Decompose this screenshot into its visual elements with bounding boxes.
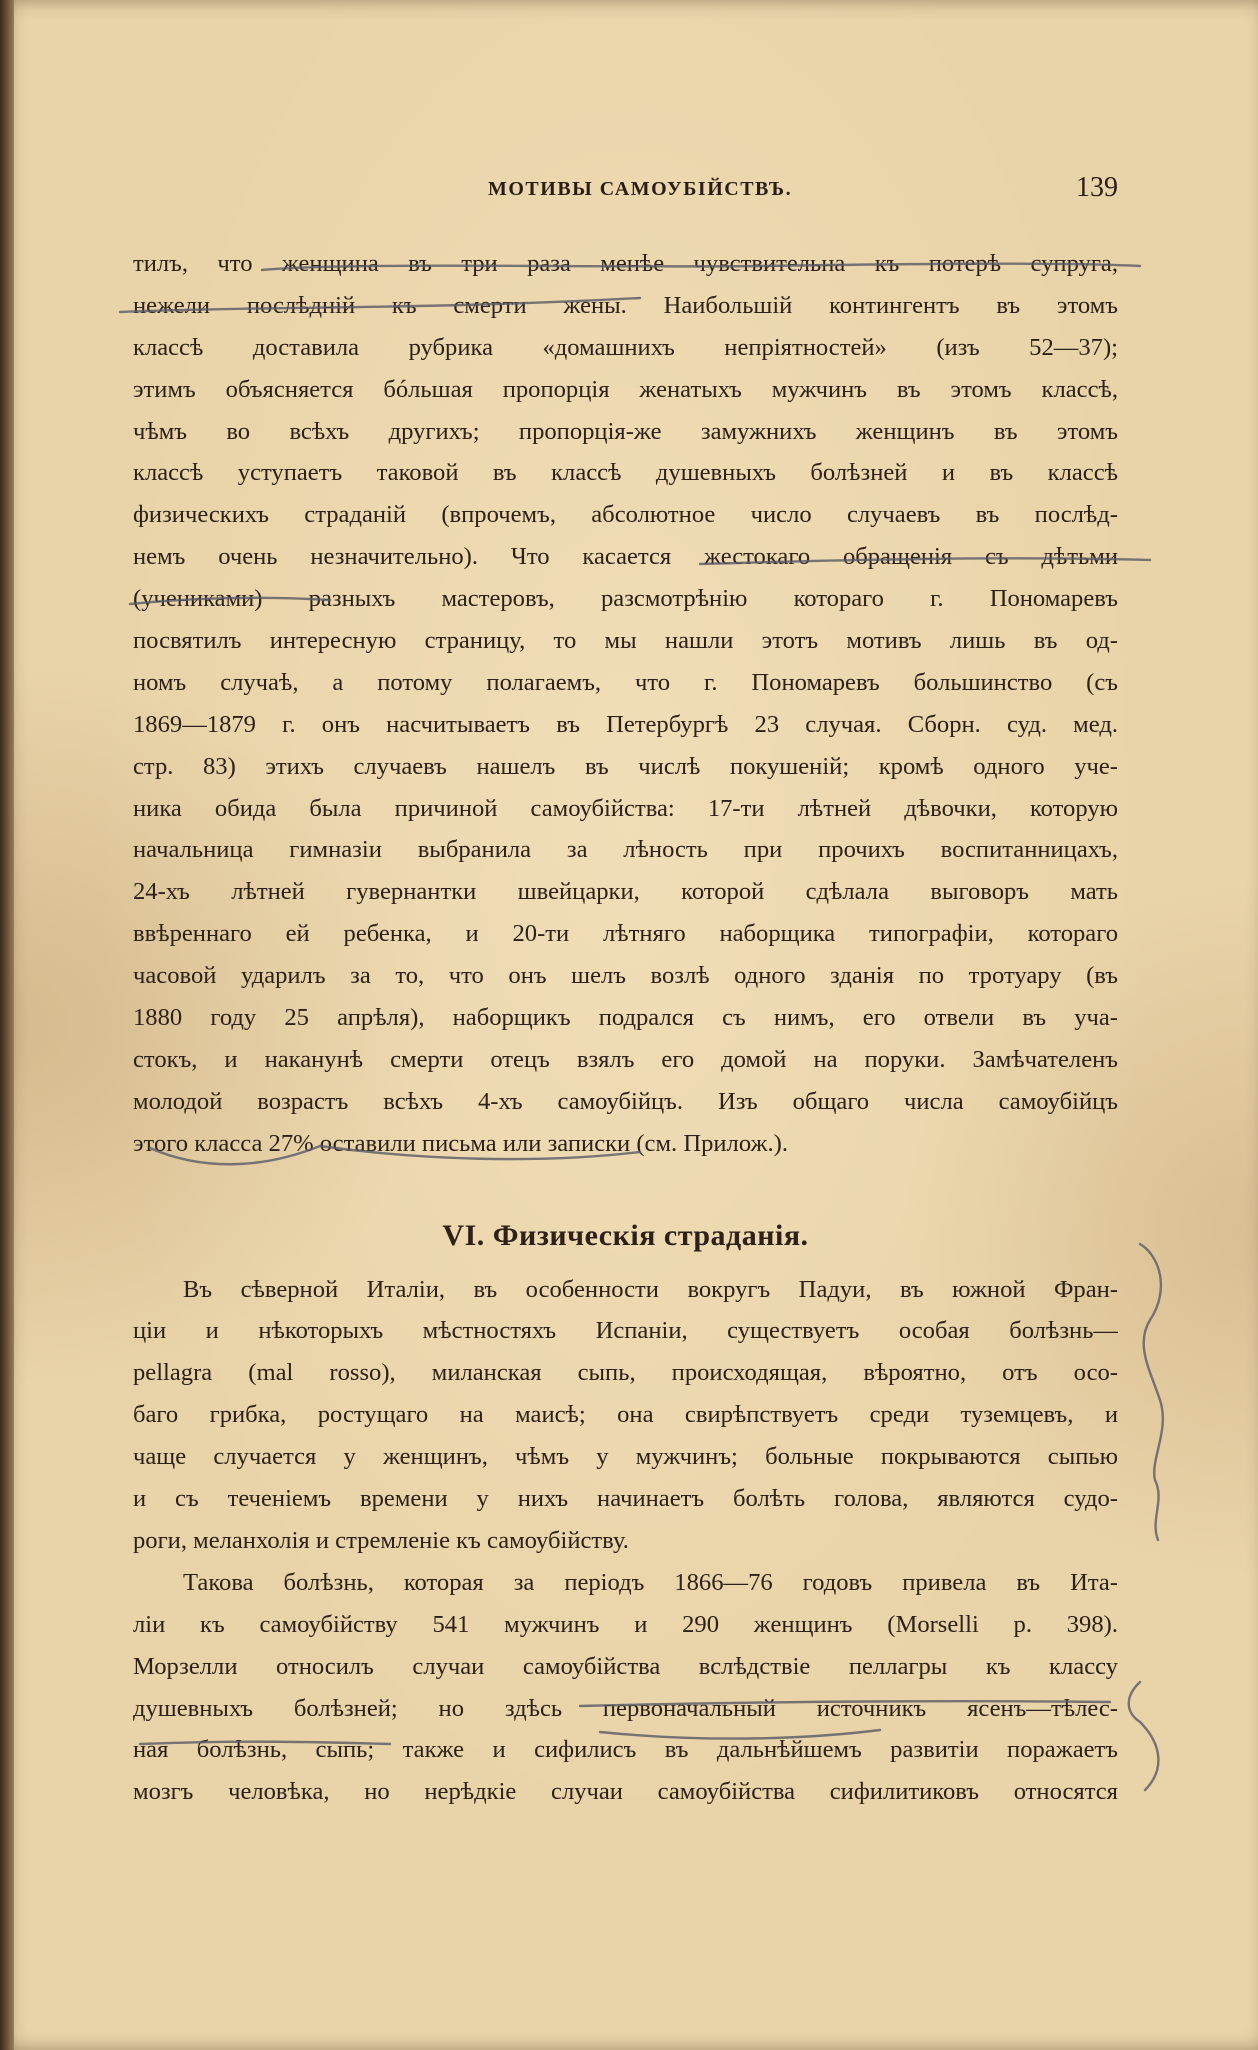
text-line: этимъ объясняется бóльшая пропорція женатыхъ мужчинъ въ этомъ классѣ, <box>133 375 1118 403</box>
text-line: ціи и нѣкоторыхъ мѣстностяхъ Испаніи, существуетъ особая болѣзнь— <box>133 1317 1118 1345</box>
text-line: классѣ доставила рубрика «домашнихъ непріятностей» (изъ 52—37); <box>133 333 1118 361</box>
text-line: нежели послѣдній къ смерти жены. Наибольшій контингентъ въ этомъ <box>133 291 1118 319</box>
text-line: душевныхъ болѣзней; но здѣсь первоначальный источникъ ясенъ—тѣлес- <box>133 1694 1118 1722</box>
text-line: стр. 83) этихъ случаевъ нашелъ въ числѣ покушеній; кромѣ одного уче- <box>133 752 1118 780</box>
side-bracket-mark <box>1129 1682 1159 1790</box>
text-line: мозгъ человѣка, но нерѣдкіе случаи самоубійства сифилитиковъ относятся <box>133 1778 1118 1806</box>
text-line: начальница гимназіи выбранила за лѣность при прочихъ воспитанницахъ, <box>133 836 1118 864</box>
text-line: 1880 году 25 апрѣля), наборщикъ подрался съ нимъ, его отвели въ уча- <box>133 1004 1118 1032</box>
text-line: молодой возрастъ всѣхъ 4-хъ самоубійцъ. Изъ общаго числа самоубійцъ <box>133 1087 1118 1115</box>
page-number: 139 <box>1076 172 1118 203</box>
text-line: номъ случаѣ, а потому полагаемъ, что г. Пономаревъ большинство (съ <box>133 668 1118 696</box>
text-line: 1869—1879 г. онъ насчитываетъ въ Петербургѣ 23 случая. Сборн. суд. мед. <box>133 710 1118 738</box>
text-line: стокъ, и наканунѣ смерти отецъ взялъ его домой на поруки. Замѣчателенъ <box>133 1045 1118 1073</box>
text-line: pellagra (mal rosso), миланская сыпь, происходящая, вѣроятно, отъ осо- <box>133 1359 1118 1387</box>
text-line: (учениками) разныхъ мастеровъ, разсмотрѣнію котораго г. Пономаревъ <box>133 585 1118 613</box>
paragraph-2 <box>133 1269 1118 1562</box>
section-title: VI. Физическія страданія. <box>442 1218 809 1252</box>
paragraph-3 <box>133 1562 1118 1813</box>
text-line: ввѣреннаго ей ребенка, и 20-ти лѣтняго наборщика типографіи, котораго <box>133 920 1118 948</box>
text-line: посвятилъ интересную страницу, то мы нашли этотъ мотивъ лишь въ од- <box>133 627 1118 655</box>
text-line: роги, меланхолія и стремленіе къ самоубійству. <box>133 1526 629 1554</box>
text-line: тилъ, что женщина въ три раза менѣе чувствительна къ потерѣ супруга, <box>133 250 1118 277</box>
running-head: МОТИВЫ САМОУБІЙСТВЪ. <box>488 178 793 200</box>
text-line: Морзелли относилъ случаи самоубійства вслѣдствіе пеллагры къ классу <box>133 1652 1118 1680</box>
text-line: Въ сѣверной Италіи, въ особенности вокругъ Падуи, въ южной Фран- <box>183 1275 1118 1303</box>
text-line: этого класса 27% оставили письма или записки (см. Прилож.). <box>133 1129 788 1157</box>
text-line: 24-хъ лѣтней гувернантки швейцарки, которой сдѣлала выговоръ мать <box>133 878 1118 906</box>
text-line: чѣмъ во всѣхъ другихъ; пропорція-же замужнихъ женщинъ въ этомъ <box>133 417 1118 445</box>
text-line: ліи къ самоубійству 541 мужчинъ и 290 женщинъ (Morselli p. 398). <box>133 1610 1118 1638</box>
text-line: ника обида была причиной самоубійства: 17-ти лѣтней дѣвочки, которую <box>133 794 1118 822</box>
text-line: ная болѣзнь, сыпь; также и сифилисъ въ дальнѣйшемъ развитіи поражаетъ <box>133 1736 1118 1764</box>
page-binding-edge <box>0 0 14 2050</box>
text-line: и съ теченіемъ времени у нихъ начинаетъ болѣть голова, являются судо- <box>133 1485 1118 1513</box>
text-line: физическихъ страданій (впрочемъ, абсолютное число случаевъ въ послѣд- <box>133 501 1118 529</box>
text-line: Такова болѣзнь, которая за періодъ 1866—76 годовъ привела въ Ита- <box>183 1568 1118 1596</box>
text-line: баго грибка, ростущаго на маисѣ; она свирѣпствуетъ среди туземцевъ, и <box>133 1401 1118 1429</box>
text-line: чаще случается у женщинъ, чѣмъ у мужчинъ; больные покрываются сыпью <box>133 1443 1118 1471</box>
text-line: классѣ уступаетъ таковой въ классѣ душевныхъ болѣзней и въ классѣ <box>133 459 1118 487</box>
paragraph-1 <box>133 243 1118 1165</box>
side-bracket-mark <box>1140 1244 1163 1540</box>
text-block <box>133 243 1118 1813</box>
page-header <box>133 172 1118 208</box>
text-line: часовой ударилъ за то, что онъ шелъ возлѣ одного зданія по тротуару (въ <box>133 962 1118 990</box>
text-line: немъ очень незначительно). Что касается жестокаго обращенія съ дѣтьми <box>133 543 1118 571</box>
